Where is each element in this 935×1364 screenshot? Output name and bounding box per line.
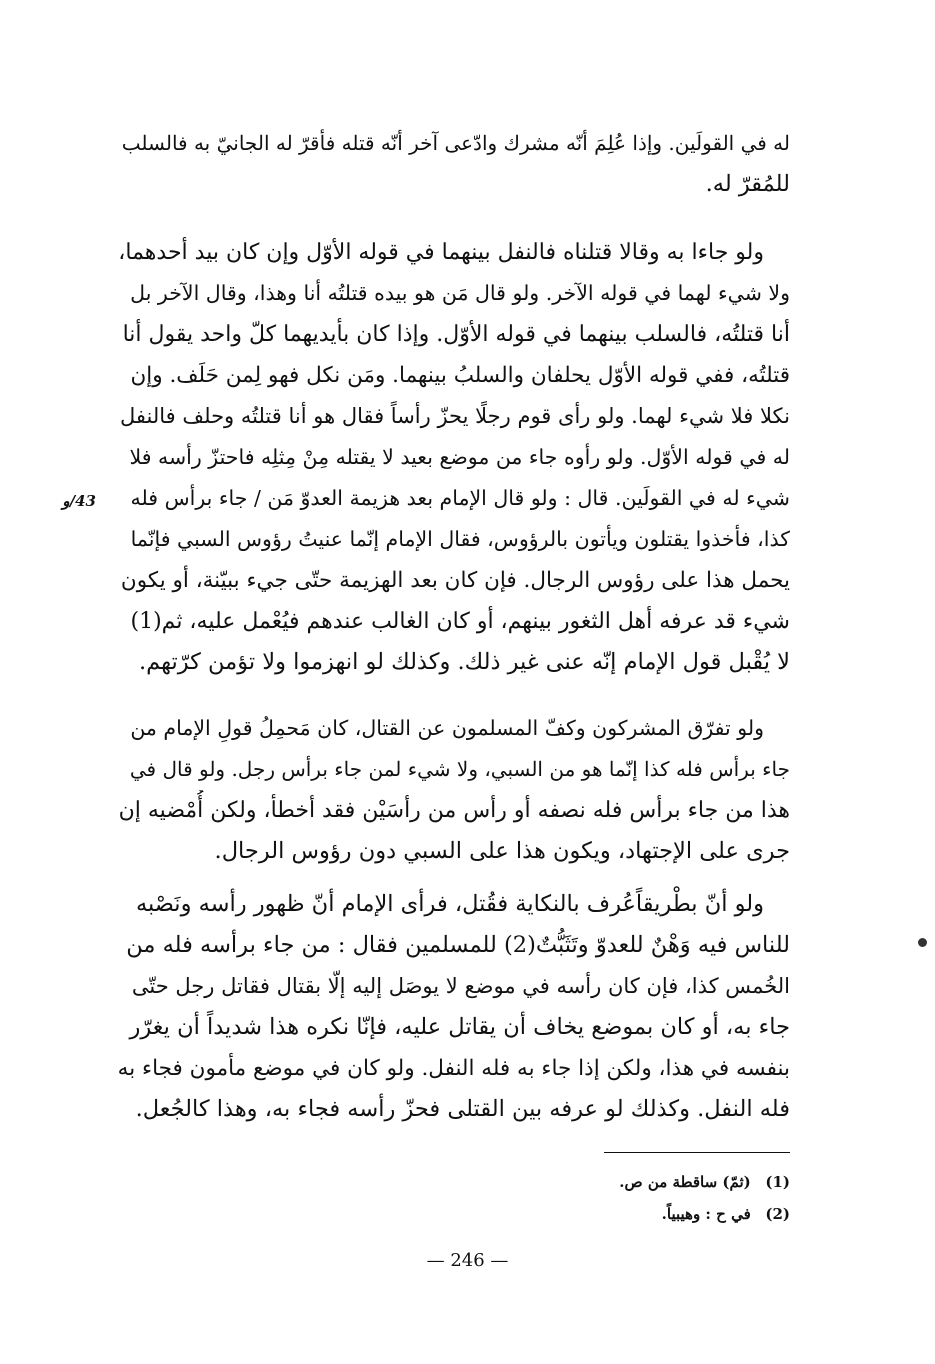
text-line: ولو تفرّق المشركون وكفّ المسلمون عن القتال، كان مَحمِلُ قولِ الإمام من [130,716,764,740]
text-line: كذا، فأخذوا يقتلون ويأتون بالرؤوس، فقال الإمام إنّما عنيتُ رؤوس السبي فإنّما [130,527,790,551]
text-line: يحمل هذا على رؤوس الرجال. فإن كان بعد الهزيمة حتّى جيء ببيّنة، أو يكون [120,568,790,593]
footnote-text: في ح : وهيبياً. [661,1205,751,1223]
paragraph-4 [118,884,790,1130]
text-line: له في قوله الأوّل. ولو رأوه جاء من موضع بعيد لا يقتله مِنْ مِثلِه فاحتزّ رأسه فلا [129,445,790,469]
text-line: أنا قتلتُه، فالسلب بينهما في قوله الأوّل. وإذا كان بأيديهما كلّ واحد يقول أنا [122,322,790,347]
footnote-number: (1) [765,1173,790,1191]
text-line: شيء قد عرفه أهل الثغور بينهم، أو كان الغالب عندهم فيُعْمل عليه، ثم(1) [130,609,790,634]
footnote-divider [604,1152,790,1153]
margin-folio-marker: 43/و [62,492,96,510]
text-line: ولو جاءا به وقالا قتلناه فالنفل بينهما في قوله الأوّل وإن كان بيد أحدهما، [118,240,764,265]
text-line: جاء به، أو كان بموضع يخاف أن يقاتل عليه، فإنّا نكره هذا شديداً أن يغرّر [129,1014,790,1040]
text-line: للناس فيه وَهْنٌ للعدوّ وتَثَبُّتٌ(2) للمسلمين فقال : من جاء برأسه فله من [126,932,790,958]
text-line: فله النفل. وكذلك لو عرفه بين القتلى فحزّ رأسه فجاء به، وهذا كالجُعل. [135,1096,790,1122]
text-line: له في القولَين. وإذا عُلِمَ أنّه مشرك وادّعى آخر أنّه قتله فأقرّ له الجانيّ به فالسلب [121,131,790,155]
text-line: لا يُقْبل قول الإمام إنّه عنى غير ذلك. وكذلك لو انهزموا ولا تؤمن كرّتهم. [139,649,790,675]
page-number: — 246 — [426,1250,509,1271]
paragraph-2 [118,232,790,683]
text-line: ولو أنّ بطْريقاًعُرف بالنكاية فقُتل، فرأى الإمام أنّ ظهور رأسه ونَصْبه [135,891,764,917]
text-line: الخُمس كذا، فإن كان رأسه في موضع لا يوصَل إليه إلّا بقتال فقاتل رجل حتّى [131,974,790,998]
main-text [118,123,790,205]
text-line: للمُقرّ له. [705,171,790,197]
text-line: شيء له في القولَين. قال : ولو قال الإمام بعد هزيمة العدوّ مَن / جاء برأس فله [130,486,790,510]
text-line: جرى على الإجتهاد، ويكون هذا على السبي دون رؤوس الرجال. [214,838,790,864]
footnotes [480,1166,790,1230]
text-line: جاء برأس فله كذا إنّما هو من السبي، ولا شيء لمن جاء برأس رجل. ولو قال في [129,757,790,781]
paragraph-3 [118,708,790,872]
text-line: بنفسه في هذا، ولكن إذا جاء به فله النفل. ولو كان في موضع مأمون فجاء به [118,1056,790,1081]
footnote [480,1166,790,1198]
text-line: ولا شيء لهما في قوله الآخر. ولو قال مَن هو بيده قتلتُه أنا وهذا، وقال الآخر بل [130,281,790,305]
text-line: قتلتُه، ففي قوله الأوّل يحلفان والسلبُ بينهما. ومَن نكل فهو لِمن حَلَف. وإن [130,363,790,388]
text-line: نكلا فلا شيء لهما. ولو رأى قوم رجلًا يحزّ رأساً فقال هو أنا قتلتُه وحلف فالنفل [120,404,790,428]
footnote-text: (ثمّ) ساقطة من ص. [619,1173,751,1191]
ink-speck [918,938,927,947]
footnote-number: (2) [765,1205,790,1223]
text-line: هذا من جاء برأس فله نصفه أو رأس من رأسَيْن فقد أخطأ، ولكن أُمْضيه إن [118,798,790,823]
footnote [480,1198,790,1230]
